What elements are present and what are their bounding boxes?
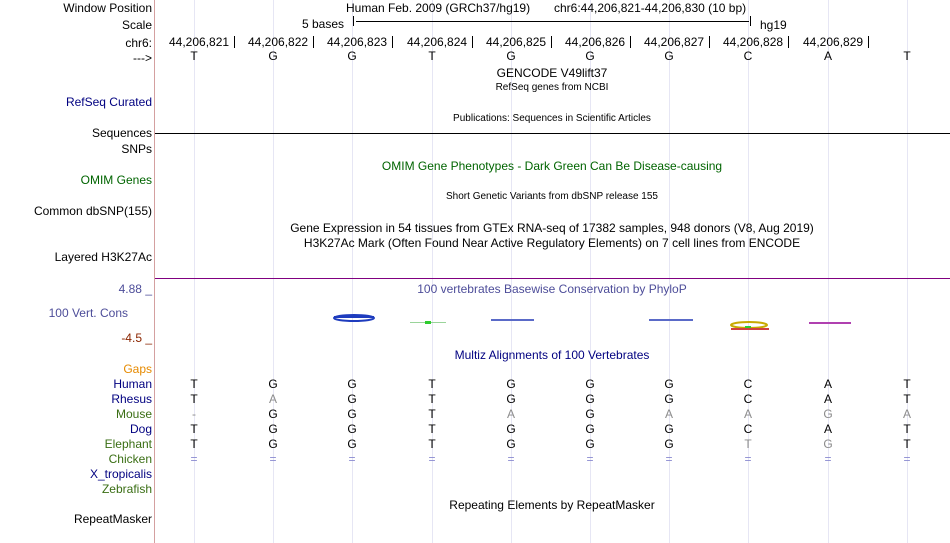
- alignment-base: G: [347, 407, 357, 421]
- track-title-gtex: Gene Expression in 54 tissues from GTEx RNA-seq of 17382 samples, 948 donors (V8, Aug 2019): [290, 221, 814, 235]
- reference-base: C: [743, 49, 753, 63]
- reference-base: G: [347, 49, 357, 63]
- alignment-base: G: [347, 422, 357, 436]
- h3k27ac-track-line: [155, 278, 950, 279]
- ruler-tick: [234, 36, 235, 48]
- track-label-gaps[interactable]: Gaps: [123, 362, 152, 376]
- ruler-coordinate: 44,206,822: [248, 35, 309, 49]
- species-label-zebrafish[interactable]: Zebrafish: [101, 482, 152, 496]
- track-label-100-vert-cons[interactable]: 100 Vert. Cons: [48, 306, 128, 320]
- alignment-base: G: [268, 377, 278, 391]
- alignment-base: C: [743, 377, 753, 391]
- reference-base: T: [903, 49, 911, 63]
- alignment-base: A: [506, 407, 515, 421]
- assembly-title: Human Feb. 2009 (GRCh37/hg19): [346, 1, 531, 15]
- alignment-base: G: [268, 422, 278, 436]
- alignment-base: G: [585, 392, 595, 406]
- scale-label: 5 bases: [302, 17, 345, 31]
- ruler-coordinate: 44,206,825: [486, 35, 547, 49]
- alignment-base: G: [823, 407, 833, 421]
- alignment-base: =: [586, 452, 594, 466]
- species-label-elephant[interactable]: Elephant: [104, 437, 152, 451]
- alignment-base: T: [190, 422, 198, 436]
- alignment-base: G: [664, 377, 674, 391]
- ruler-coordinate: 44,206,823: [327, 35, 388, 49]
- ruler-tick: [709, 36, 710, 48]
- alignment-base: A: [823, 422, 832, 436]
- alignment-base: =: [190, 452, 198, 466]
- alignment-base: T: [903, 422, 911, 436]
- alignment-base: A: [664, 407, 673, 421]
- reference-base: G: [664, 49, 674, 63]
- alignment-base: G: [347, 437, 357, 451]
- ruler-tick: [868, 36, 869, 48]
- alignment-base: =: [428, 452, 436, 466]
- alignment-base: =: [269, 452, 277, 466]
- alignment-base: T: [190, 377, 198, 391]
- alignment-base: T: [190, 437, 198, 451]
- alignment-base: G: [268, 437, 278, 451]
- ruler-tick: [551, 36, 552, 48]
- reference-base: G: [506, 49, 516, 63]
- alignment-base: =: [744, 452, 752, 466]
- alignment-base: G: [664, 422, 674, 436]
- alignment-base: G: [506, 422, 516, 436]
- species-label-rhesus[interactable]: Rhesus: [111, 392, 152, 406]
- species-label-chicken[interactable]: Chicken: [108, 452, 152, 466]
- label-strand[interactable]: --->: [133, 51, 152, 65]
- alignment-base: T: [190, 392, 198, 406]
- position-readout: chr6:44,206,821-44,206,830 (10 bp): [554, 1, 747, 15]
- reference-base: T: [190, 49, 198, 63]
- alignment-base: C: [743, 422, 753, 436]
- alignment-base: G: [506, 377, 516, 391]
- alignment-base: =: [348, 452, 356, 466]
- ruler-tick: [472, 36, 473, 48]
- ruler-coordinate: 44,206,826: [565, 35, 626, 49]
- ruler-tick: [630, 36, 631, 48]
- alignment-base: G: [268, 407, 278, 421]
- ruler-coordinate: 44,206,827: [644, 35, 705, 49]
- alignment-base: G: [347, 392, 357, 406]
- alignment-base: T: [428, 407, 436, 421]
- sequences-track-line: [155, 133, 950, 134]
- alignment-base: G: [347, 377, 357, 391]
- ruler-tick: [392, 36, 393, 48]
- alignment-base: G: [664, 392, 674, 406]
- alignment-base: G: [823, 437, 833, 451]
- alignment-base: =: [824, 452, 832, 466]
- ruler-coordinate: 44,206,821: [169, 35, 230, 49]
- reference-base: G: [268, 49, 278, 63]
- track-label-common-dbsnp[interactable]: Common dbSNP(155): [33, 204, 152, 218]
- alignment-base: T: [903, 377, 911, 391]
- ruler-coordinate: 44,206,824: [407, 35, 468, 49]
- track-title-h3k27ac: H3K27Ac Mark (Often Found Near Active Regulatory Elements) on 7 cell lines from ENCODE: [303, 236, 801, 250]
- alignment-base: T: [428, 377, 436, 391]
- alignment-base: -: [192, 407, 196, 421]
- alignment-base: G: [506, 437, 516, 451]
- species-label-dog[interactable]: Dog: [129, 422, 152, 436]
- phylop-logo-glyphs: [334, 315, 851, 330]
- ruler-coordinate: 44,206,829: [803, 35, 864, 49]
- track-title-phylop: 100 vertebrates Basewise Conservation by PhyloP: [417, 282, 687, 296]
- reference-base: A: [823, 49, 832, 63]
- alignment-base: =: [665, 452, 673, 466]
- track-label-omim-genes[interactable]: OMIM Genes: [80, 173, 152, 187]
- track-label-layered-h3k27ac[interactable]: Layered H3K27Ac: [54, 250, 152, 264]
- label-chr: chr6:: [125, 36, 152, 50]
- label-window-position: Window Position: [63, 1, 152, 15]
- alignment-base: A: [823, 392, 832, 406]
- track-label-snps[interactable]: SNPs: [121, 142, 152, 156]
- label-scale: Scale: [121, 18, 152, 32]
- track-title-refseq: RefSeq genes from NCBI: [495, 82, 609, 93]
- track-title-dbsnp: Short Genetic Variants from dbSNP release 155: [446, 191, 658, 202]
- label-area-divider: [154, 0, 155, 543]
- track-label-repeatmasker[interactable]: RepeatMasker: [73, 512, 152, 526]
- alignment-base: G: [585, 407, 595, 421]
- alignment-base: A: [743, 407, 752, 421]
- alignment-base: T: [428, 392, 436, 406]
- track-label-sequences[interactable]: Sequences: [91, 126, 152, 140]
- alignment-base: A: [902, 407, 911, 421]
- reference-base: T: [428, 49, 436, 63]
- alignment-base: G: [664, 437, 674, 451]
- track-title-multiz: Multiz Alignments of 100 Vertebrates: [454, 348, 650, 362]
- species-label-x_tropicalis[interactable]: X_tropicalis: [89, 467, 152, 481]
- track-title-repeatmasker: Repeating Elements by RepeatMasker: [449, 498, 655, 512]
- alignment-base: T: [903, 437, 911, 451]
- alignment-base: T: [428, 437, 436, 451]
- species-label-human[interactable]: Human: [113, 377, 152, 391]
- alignment-base: C: [743, 392, 753, 406]
- cons-min-value: -4.5 _: [121, 331, 152, 345]
- track-title-omim: OMIM Gene Phenotypes - Dark Green Can Be Disease-causing: [381, 159, 723, 173]
- alignment-base: G: [585, 377, 595, 391]
- scale-db: hg19: [760, 18, 787, 32]
- alignment-base: T: [903, 392, 911, 406]
- alignment-base: =: [507, 452, 515, 466]
- track-title-gencode: GENCODE V49lift37: [496, 66, 608, 80]
- alignment-base: A: [823, 377, 832, 391]
- ruler-tick: [788, 36, 789, 48]
- ruler-coordinate: 44,206,828: [723, 35, 784, 49]
- alignment-base: G: [585, 437, 595, 451]
- alignment-base: G: [506, 392, 516, 406]
- track-label-refseq-curated[interactable]: RefSeq Curated: [65, 95, 152, 109]
- phylop-conservation-plot: [155, 300, 950, 340]
- alignment-base: T: [428, 422, 436, 436]
- species-label-mouse[interactable]: Mouse: [115, 407, 152, 421]
- track-title-publications: Publications: Sequences in Scientific Articles: [453, 113, 651, 124]
- alignment-base: =: [903, 452, 911, 466]
- alignment-base: A: [268, 392, 277, 406]
- reference-base: G: [585, 49, 595, 63]
- ruler-tick: [313, 36, 314, 48]
- alignment-base: T: [744, 437, 752, 451]
- cons-max-value: 4.88 _: [118, 282, 152, 296]
- alignment-base: G: [585, 422, 595, 436]
